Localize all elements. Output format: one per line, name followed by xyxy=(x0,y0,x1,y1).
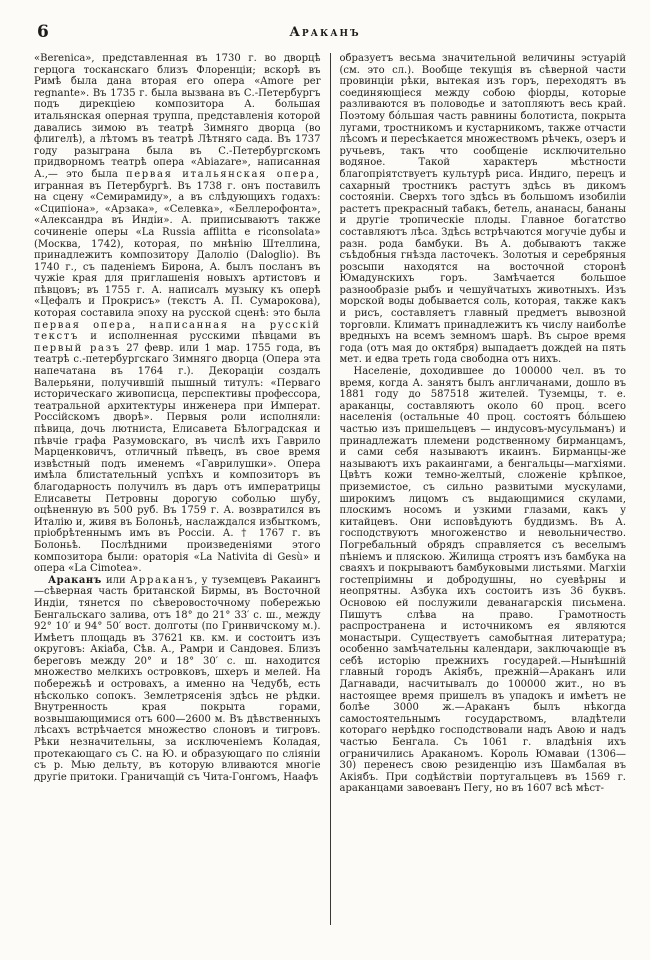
text-run: игранная въ Петербургѣ. Въ 1738 г. онъ поставилъ на сцену «Семирамиду», а въ слѣдующихъ годахъ: «Сципіона», «Арзака», «Селевка», «Беллерофонта», «Александра въ Индіи». А. приписываютъ также сочиненіе оперы «La Russia afflitta e riconsolata» (Москва, 1742), которая, по мнѣнію Штеллина, принадлежитъ композитору Далоліо (Daloglio). Въ 1740 г., съ паденіемъ Бирона, А. былъ посланъ въ чужіе края для приглашенія новыхъ артистовъ и пѣвцовъ; въ 1755 г. А. написалъ музыку къ оперѣ «Цефалъ и Прокрисъ» (текстъ А. П. Сумарокова), которая составила эпоху на русской сценѣ: это была xyxy=(34,180,321,320)
text-run: , у туземцевъ Ракаингъ—сѣверная часть британской Бирмы, въ Восточной Индіи, тянется по сѣверовосточному побережью Бенгальскаго залива, отъ 18° до 21° 33′ с. ш., между 92° 10′ и 94° 50′ вост. долготы (по Гринвичскому м.). Имѣетъ площадь въ 37621 кв. км. и состоитъ изъ округовъ: Акіаба, Сѣв. А., Рамри и Сандовея. Близъ береговъ между 20° и 18° 30′ с. ш. находится множество мелкихъ островковъ, шхеръ и мелей. На побережьѣ и островахъ, а именно на Чедубѣ, есть нѣсколько сопокъ. Землетрясенія здѣсь не рѣдки. Внутренность края покрыта горами, возвышающимися отъ 600—2600 м. Въ дѣвственныхъ лѣсахъ встрѣчается множество слоновъ и тигровъ. Рѣки незначительны, за исключеніемъ Коладая, протекающаго съ С. на Ю. и образующаго по сліяніи съ р. Мью дельту, въ которую вливаются многіе другіе притоки. Граничащій съ Чита-Гонгомъ, Наафъ xyxy=(34,574,321,783)
text-run: Араканъ xyxy=(48,574,102,586)
text-run: Арраканъ xyxy=(129,574,195,586)
paragraph xyxy=(340,53,627,366)
text-run: и исполненная русскими пѣвцами въ xyxy=(78,331,321,343)
text-run: 27 февр. или 1 мар. 1755 года, въ театрѣ с.-петербургскаго Зимняго дворца (Опера эта напечатана въ 1764 г.). Декораціи создалъ Валерьяни, получившій пышный титулъ: «Перваго историческаго живописца, перспективы профессора, театральной архитектуры инженера при Императ. Россійскомъ дворѣ». Первыя роли исполняли: пѣвица, дочь лютниста, Елисавета Бѣлоградская и пѣвчіе графа Разумовскаго, въ числѣ ихъ Гаврило Марценковичъ, отличный пѣвецъ, въ свое время извѣстный подъ именемъ «Гаврилушки». Опера имѣла блистательный успѣхъ и композиторъ въ благодарность получилъ въ даръ отъ императрицы Елисаветы Петровны дорогую соболью шубу, оцѣненную въ 500 руб. Въ 1759 г. А. возвратился въ Италію и, живя въ Болоньѣ, наслаждался избыткомъ, пріобрѣтеннымъ имъ въ Россіи. А. † 1767 г. въ Болоньѣ. Послѣдними произведеніями этого композитора были: ораторія «La Nativita di Gesù» и опера «La Cimotea». xyxy=(34,342,321,575)
text-run: «Berenica», представленная въ 1730 г. во дворцѣ герцога тосканскаго близъ Флоренціи; вскорѣ въ Римѣ была дана вторая его опера «Amore per regnante». Въ 1735 г. была вызвана въ С.-Петербургъ подъ дирекціею композитора А. большая итальянская оперная труппа, представленія которой давались зимою въ театрѣ Зимняго дворца (во флигелѣ), а лѣтомъ въ театрѣ Лѣтняго сада. Въ 1737 году разыграна была въ С.-Петербургскомъ придворномъ театрѣ опера «Abiazare», написанная А.,— это была xyxy=(34,53,321,180)
text-run: Населеніе, доходившее до 100000 чел. въ то время, когда А. занятъ былъ англичанами, дошло въ 1881 году до 587518 жителей. Туземцы, т. е. араканцы, составляютъ около 60 проц. всего населенія (остальные 40 проц. состоятъ бо́льшею частью изъ пришельцевъ — индусовъ-мусульманъ) и принадлежатъ племени родственному бирманцамъ, и сами себя называютъ икаинъ. Бирманцы-же называютъ ихъ ракаингами, а бенгальцы—магхіями. Цвѣтъ кожи темно-желтый, сложеніе крѣпкое, приземистое, съ сильно развитыми мускулами, широкимъ лицомъ съ выдающимися скулами, плоскимъ носомъ и узкими глазами, какъ у китайцевъ. Они исповѣдуютъ буддизмъ. Въ А. господствуютъ многоженство и невольничество. Погребальный обрядъ справляется съ веселымъ пѣніемъ и пляскою. Жилища строятъ изъ бамбука на сваяхъ и покрываютъ бамбуковыми листьями. Магхіи гостепріимны и добродушны, но суевѣрны и неопрятны. Азбука ихъ состоитъ изъ 36 буквъ. Основою ей послужили деванагарскія письмена. Пишутъ слѣва на право. Грамотность распространена и источникомъ ея являются монастыри. Существуетъ самобытная литература; особенно замѣчательны календари, заключающіе въ себѣ исторію прежнихъ государей.—Нынѣшній главный городъ Акіябъ, прежній—Араканъ или Дагнавади, насчитывалъ до 100000 жит., но въ настоящее время пришелъ въ упадокъ и имѣетъ не болѣе 3000 ж.—Араканъ былъ нѣкогда самостоятельнымъ государствомъ, владѣтели котораго нерѣдко господствовали надъ Авою и надъ частью Бенгала. Съ 1061 г. владѣнія ихъ ограничились Араканомъ. Король Юмаваи (1306—30) перенесъ свою резиденцію изъ Шамбалая въ Акіябъ. При содѣйствіи португальцевъ въ 1569 г. араканцами завоеванъ Пегу, но въ 1607 всѣ мѣст- xyxy=(339,366,626,795)
text-run: или xyxy=(101,574,130,586)
text-run: первый разъ xyxy=(34,342,121,354)
text-run: образуетъ весьма значительной величины эстуарій (см. это сл.). Вообще текущія въ сѣверной части провинціи рѣки, вытекая изъ горъ, переходятъ въ соединяющіеся между собою фіорды, которые разливаются въ половодье и затопляютъ весь край. Поэтому бо́льшая часть равнины болотиста, покрыта лугами, тростникомъ и кустарникомъ, также отчасти лѣсомъ и пересѣкается множествомъ рѣчекъ, озеръ и ручьевъ, такъ что сообщеніе исключительно водяное. Такой характеръ мѣстности благопріятствуетъ культурѣ риса. Индиго, перецъ и сахарный тростникъ растутъ здѣсь въ дикомъ состояніи. Сверхъ того здѣсь въ большомъ изобиліи растетъ прекрасный табакъ, бетель, ананасы, бананы и другіе тропическіе плоды. Главное богатство составляютъ лѣса. Здѣсь встрѣчаются могучіе дубы и разн. рода бамбуки. Въ А. добываютъ также съѣдобныя гнѣзда ласточекъ. Золотыя и серебряныя розсыпи находятся на восточной сторонѣ Юмадунскихъ горъ. Замѣчается большое разнообразіе рыбъ и чешуйчатыхъ животныхъ. Изъ морской воды добывается соль, которая, также какъ и рисъ, составляетъ главный предметъ вывозной торговли. Климатъ принадлежитъ къ числу наиболѣе вредныхъ на всемъ земномъ шарѣ. Въ сырое время года (отъ мая до октября) выпадаетъ дождей на пять мет. и едва треть года свободна отъ нихъ. xyxy=(339,53,626,366)
column-divider xyxy=(330,53,331,925)
page-number: 6 xyxy=(37,22,49,42)
paragraph xyxy=(340,366,627,795)
column-right xyxy=(340,53,627,925)
paragraph xyxy=(34,53,321,575)
paragraph xyxy=(34,575,321,784)
text-columns xyxy=(34,53,626,925)
page-header xyxy=(0,22,650,48)
text-run: первая итальянская опера, xyxy=(126,168,321,180)
text-run: первая опера, написанная на русскій текстъ xyxy=(34,319,321,343)
running-title: Араканъ xyxy=(289,25,361,40)
column-left xyxy=(34,53,321,925)
